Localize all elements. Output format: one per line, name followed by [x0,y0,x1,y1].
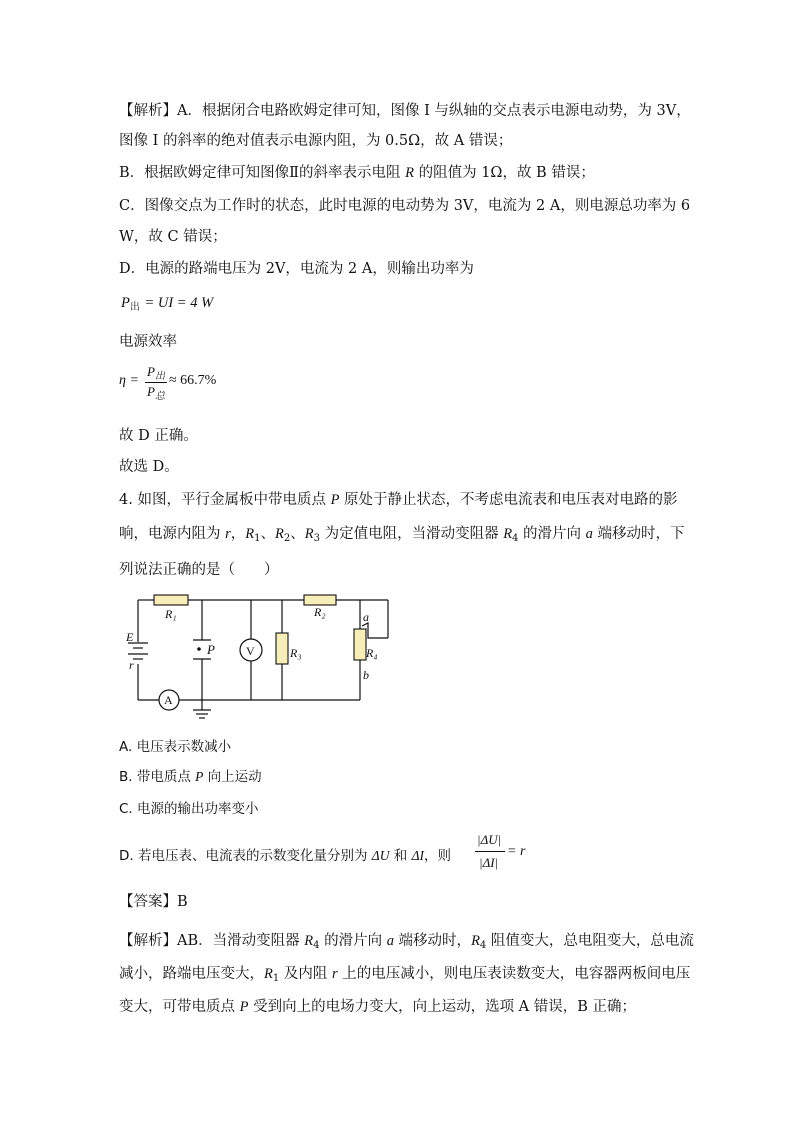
analysis2-line3: 变大，可带电质点 P 受到向上的电场力变大，向上运动，选项 A 错误，B 正确； [119,999,637,1015]
label-R4: R₄ [366,646,378,660]
option-c: C. 电源的输出功率变小 [119,801,259,817]
label-b: b [363,668,369,682]
formula-output-power: $P_出$ = UI = 4 W [121,295,214,313]
analysis-b-line: B．根据欧姆定律可知图像Ⅱ的斜率表示电阻 R 的阻值为 1Ω，故 B 错误； [119,165,595,181]
choose-line: 故选 D。 [119,459,179,475]
label-R3: R₃ [290,646,302,660]
label-E: E [126,630,134,644]
efficiency-label: 电源效率 [119,334,177,350]
question4-line2: 响，电源内阻为 r，$R_1$、$R_2$、$R_3$ 为定值电阻，当滑动变阻器 $R_4$ 的滑片向 a 端移动时，下 [119,526,685,544]
label-R2: R₂ [314,605,326,619]
label-P: P [207,642,215,657]
analysis-c-line1: C．图像交点为工作时的状态，此时电源的电动势为 3V，电流为 2 A，则电源总功率为 6 [119,198,691,214]
analysis2-line1: 【解析】AB．当滑动变阻器 $R_4$ 的滑片向 a 端移动时，$R_4$ 阻值变大，总电阻变大，总电流 [119,933,694,951]
option-a: A. 电压表示数减小 [119,739,232,755]
analysis-c-line2: W，故 C 错误； [119,229,227,245]
label-R1: R₁ [165,607,177,621]
analysis-a-line1: 【解析】A．根据闭合电路欧姆定律可知，图像 I 与纵轴的交点表示电源电动势，为 3V， [119,103,691,119]
analysis2-line2: 减小，路端电压变大，$R_1$ 及内阻 r 上的电压减小，则电压表读数变大，电容器两板间电压 [119,966,691,984]
option-b: B. 带电质点 P 向上运动 [119,769,262,785]
option-d: D. 若电压表、电流表的示数变化量分别为 ΔU 和 ΔI，则 [119,848,451,864]
ammeter-icon: A [164,693,173,707]
label-a: a [363,610,369,624]
conclusion-line: 故 D 正确。 [119,428,198,444]
label-r: r [129,658,134,672]
analysis-a-line2: 图像 I 的斜率的绝对值表示电源内阻，为 0.5Ω，故 A 错误； [119,133,513,149]
question4-line1: 4. 如图，平行金属板中带电质点 P 原处于静止状态，不考虑电流表和电压表对电路的影 [119,492,678,508]
answer-line: 【答案】B [119,894,188,910]
voltmeter-icon: V [246,644,255,658]
question4-line3: 列说法正确的是（ ） [119,562,279,578]
analysis-d-line1: D．电源的路端电压为 2V，电流为 2 A，则输出功率为 [119,261,474,277]
